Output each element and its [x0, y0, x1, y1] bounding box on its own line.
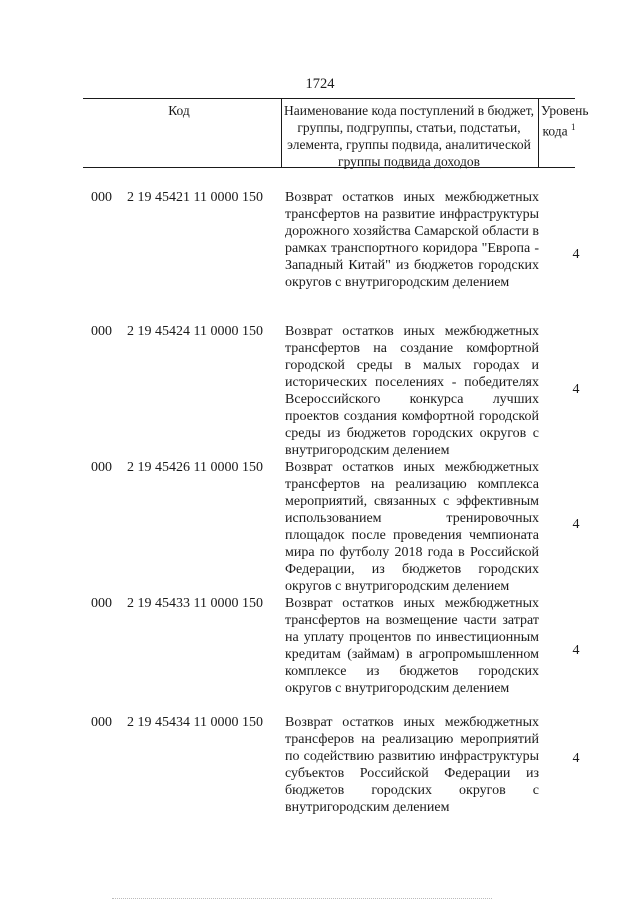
code-name: Возврат остатков иных межбюджетных трансфертов на развитие инфраструктуры дорожного хозяйства Самарской области в рамках транспортного коридора "Европа - Западный Китай" из бюджетов городских округов с внутригородским делением — [285, 190, 539, 290]
scan-edge-line — [112, 898, 492, 899]
admin-code: 000 — [91, 596, 112, 611]
budget-code: 2 19 45424 11 0000 150 — [127, 324, 263, 339]
table-header — [83, 98, 589, 169]
code-name: Возврат остатков иных межбюджетных трансфертов на реализацию комплекса мероприятий, связанных с эффективным использованием тренировочных площадок после проведения чемпионата мира по футболу 2018 года в Российской Федерации, из бюджетов городских округов с внутригородским делением — [285, 460, 539, 594]
code-name: Возврат остатков иных межбюджетных трансфертов на возмещение части затрат на уплату процентов по инвестиционным кредитам (займам) в агропромышленном комплексе из бюджетов городских округов с внутригородским делением — [285, 596, 539, 696]
code-level: 4 — [572, 517, 580, 532]
budget-code: 2 19 45434 11 0000 150 — [127, 715, 263, 730]
code-level: 4 — [572, 247, 580, 262]
code-level: 4 — [572, 382, 580, 397]
budget-code: 2 19 45426 11 0000 150 — [127, 460, 263, 475]
budget-code: 2 19 45421 11 0000 150 — [127, 190, 263, 205]
admin-code: 000 — [91, 715, 112, 730]
code-name: Возврат остатков иных межбюджетных трансферов на реализацию мероприятий по содействию развитию инфраструктуры субъектов Российской Федерации из бюджетов городских округов с внутригородским делением — [285, 715, 539, 815]
header-code: Код — [168, 103, 190, 118]
admin-code: 000 — [91, 460, 112, 475]
header-divider — [538, 99, 539, 167]
header-level — [541, 102, 589, 140]
code-name: Возврат остатков иных межбюджетных трансфертов на создание комфортной городской среды в малых городах и исторических поселениях - победителях Всероссийского конкурса лучших проектов создания комфортной городской среды из бюджетов городских округов с внутригородским делением — [285, 324, 539, 458]
code-level: 4 — [572, 751, 580, 766]
page-number: 1724 — [305, 76, 335, 92]
code-level: 4 — [572, 643, 580, 658]
admin-code: 000 — [91, 190, 112, 205]
admin-code: 000 — [91, 324, 112, 339]
header-level-label: Уровень кода — [541, 103, 589, 139]
header-divider — [281, 99, 282, 167]
header-name: Наименование кода поступлений в бюджет, группы, подгруппы, статьи, подстатьи, элемента, группы подвида, аналитической группы подвида доходов — [283, 103, 534, 169]
header-level-footnote: 1 — [570, 122, 576, 132]
budget-code: 2 19 45433 11 0000 150 — [127, 596, 263, 611]
